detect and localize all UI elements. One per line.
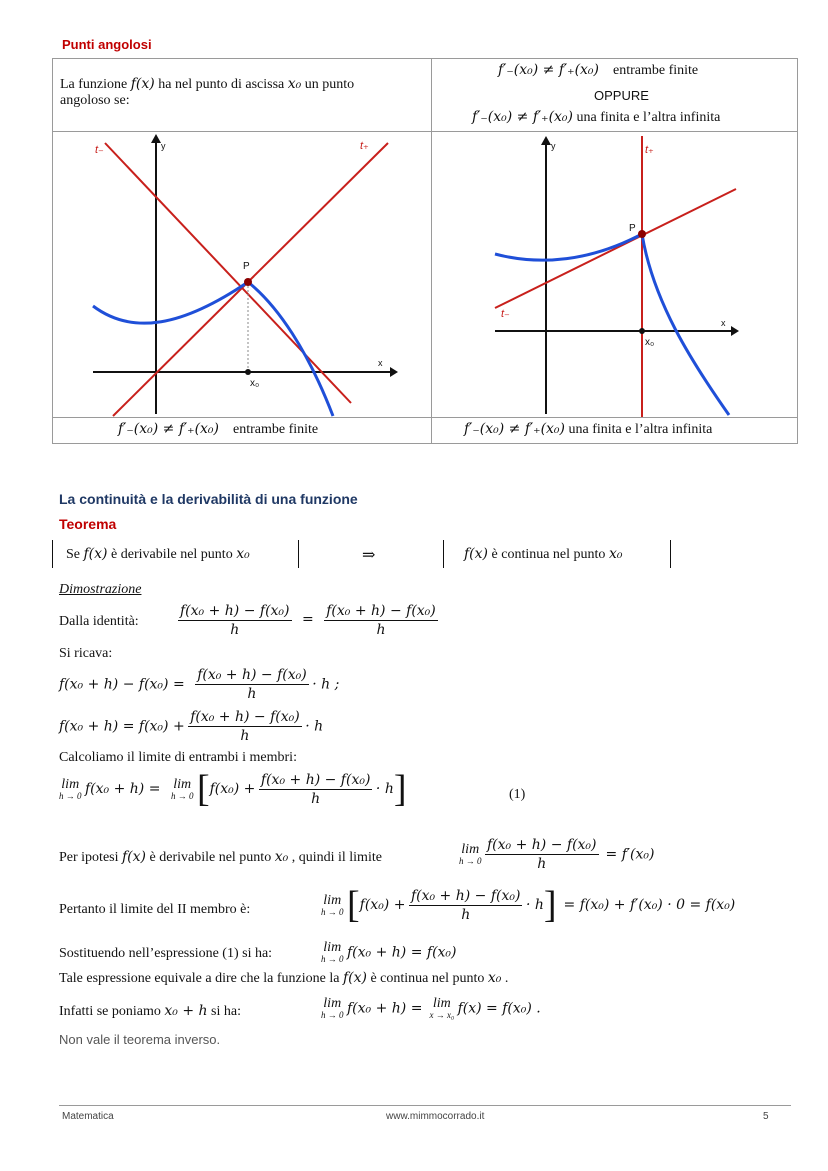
equation-difference: f(x₀ + h) − f(x₀) = $\frac{\text{f(x₀ + h) − f(x₀)}}{h}$ · h ; bbox=[59, 667, 340, 702]
condition-finite: f′₋(x₀) ≠ f′₊(x₀) entrambe finite bbox=[498, 62, 699, 78]
label-x: x bbox=[721, 318, 726, 328]
footer-url: www.mimmocorrado.it bbox=[386, 1111, 485, 1122]
condition-infinite: f′₋(x₀) ≠ f′₊(x₀) una finita e l’altra infinita bbox=[472, 109, 721, 125]
infatti-text: Infatti se poniamo x₀ + h si ha: bbox=[59, 1003, 241, 1019]
implies-arrow: ⇒ bbox=[362, 547, 376, 564]
equivalence-text: Tale espressione equivale a dire che la funzione la f(x) è continua nel punto x₀ . bbox=[59, 970, 509, 986]
hypothesis-text: Per ipotesi f(x) è derivabile nel punto x₀ , quindi il limite bbox=[59, 849, 382, 865]
curve-right-branch bbox=[642, 234, 729, 415]
intro-text: La funzione f(x) ha nel punto di ascissa x₀ un punto bbox=[60, 76, 355, 92]
point-p bbox=[244, 278, 252, 286]
calc-limit-text: Calcoliamo il limite di entrambi i membri: bbox=[59, 750, 297, 765]
label-p: P bbox=[243, 261, 250, 272]
theorem-hypothesis: Se f(x) è derivabile nel punto x₀ bbox=[66, 546, 250, 562]
point-x0 bbox=[639, 328, 645, 334]
label-t-minus: t₋ bbox=[95, 144, 104, 156]
substitution-expr: lim h → 0 f(x₀ + h) = f(x₀) bbox=[321, 940, 457, 964]
label-y: y bbox=[551, 141, 556, 151]
footer-page-number: 5 bbox=[763, 1111, 769, 1122]
equation-limit-1: lim h → 0 f(x₀ + h) = lim h → 0 [f(x₀) + $\frac{\text{f(x₀ + h) − f(x₀)}}{h}$ · h] bbox=[59, 768, 407, 810]
graph-both-finite bbox=[53, 131, 430, 417]
curve-left-branch bbox=[93, 282, 248, 323]
label-x0: x₀ bbox=[645, 337, 655, 348]
label-t-minus: t₋ bbox=[501, 308, 510, 320]
point-x0 bbox=[245, 369, 251, 375]
theorem-label: Teorema bbox=[59, 516, 117, 532]
x-axis-arrow bbox=[731, 326, 739, 336]
oppure-label: OPPURE bbox=[594, 88, 649, 103]
caption-graph2: f′₋(x₀) ≠ f′₊(x₀) una finita e l’altra infinita bbox=[464, 421, 713, 437]
label-p: P bbox=[629, 223, 636, 234]
equation-value: f(x₀ + h) = f(x₀) + $\frac{\text{f(x₀ + h) − f(x₀)}}{h}$ · h bbox=[59, 709, 324, 744]
y-axis-arrow bbox=[541, 136, 551, 145]
y-axis-arrow bbox=[151, 134, 161, 143]
graph-one-infinite bbox=[431, 131, 796, 417]
identity-label: Dalla identità: bbox=[59, 614, 139, 629]
label-y: y bbox=[161, 141, 166, 151]
second-member-limit: lim h → 0 [f(x₀) + $\frac{\text{f(x₀ + h) − f(x₀)}}{h}$ · h] = f(x₀) + f′(x₀) · 0 = f(x₀) bbox=[321, 884, 736, 926]
proof-label: Dimostrazione bbox=[59, 582, 142, 597]
intro-text-line2: angoloso se: bbox=[60, 93, 130, 108]
substitution-text: Sostituendo nell’espressione (1) si ha: bbox=[59, 946, 273, 961]
theorem-thesis: f(x) è continua nel punto x₀ bbox=[464, 546, 623, 562]
final-limit: lim h → 0 f(x₀ + h) = lim x → x₀ f(x) = f(x₀) . bbox=[321, 996, 541, 1020]
point-p bbox=[638, 230, 646, 238]
section-heading-continuita: La continuità e la derivabilità di una funzione bbox=[59, 491, 358, 507]
section-heading-punti-angolosi: Punti angolosi bbox=[62, 37, 152, 52]
si-ricava: Si ricava: bbox=[59, 646, 113, 661]
label-x: x bbox=[378, 358, 383, 368]
label-x0: x₀ bbox=[250, 378, 260, 389]
curve-right-branch bbox=[248, 282, 333, 416]
footer-rule bbox=[59, 1105, 791, 1106]
caption-graph1: f′₋(x₀) ≠ f′₊(x₀) entrambe finite bbox=[118, 421, 319, 437]
label-t-plus: t₊ bbox=[645, 144, 654, 156]
derivative-limit: lim h → 0 $\frac{\text{f(x₀ + h) − f(x₀)}}{h}$ = f′(x₀) bbox=[459, 837, 655, 872]
label-t-plus: t₊ bbox=[360, 140, 369, 152]
equation-number: (1) bbox=[509, 787, 526, 802]
inverse-theorem-note: Non vale il teorema inverso. bbox=[59, 1032, 221, 1047]
identity-equation: $\frac{\text{f(x₀ + h) − f(x₀)}}{h}$ = $\frac{\text{f(x₀ + h) − f(x₀)}}{h}$ bbox=[180, 603, 436, 638]
x-axis-arrow bbox=[390, 367, 398, 377]
second-member-text: Pertanto il limite del II membro è: bbox=[59, 902, 251, 917]
tangent-left-line bbox=[105, 143, 351, 403]
footer-left: Matematica bbox=[62, 1111, 114, 1122]
tangent-slanted-line bbox=[495, 189, 736, 308]
